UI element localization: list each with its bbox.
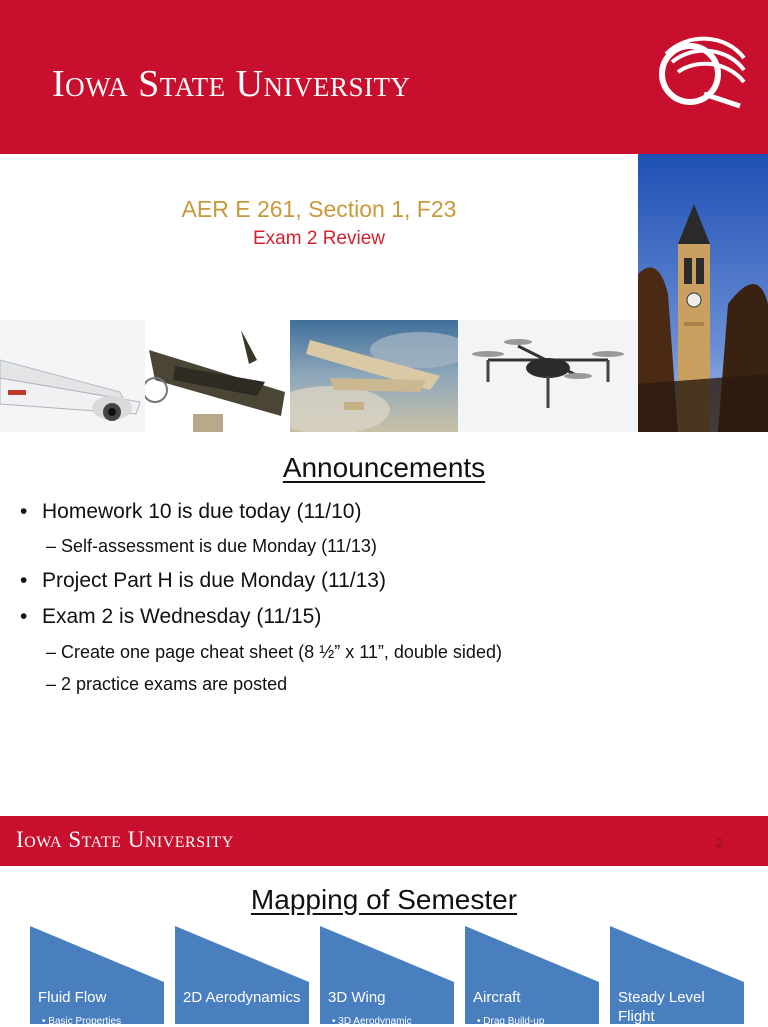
glider-photo bbox=[290, 320, 458, 432]
bullet-text: Exam 2 is Wednesday (11/15) bbox=[42, 605, 322, 628]
mapping-heading: Mapping of Semester bbox=[250, 884, 518, 915]
chevron-aircraft bbox=[465, 926, 599, 1027]
bullet-item bbox=[20, 605, 321, 629]
chevron-label: 3D Wing bbox=[328, 989, 386, 1006]
sub-bullet-item: – Self-assessment is due Monday (11/13) bbox=[46, 536, 377, 556]
flying-wing-photo bbox=[145, 320, 290, 432]
bullet-text: Project Part H is due Monday (11/13) bbox=[42, 569, 386, 592]
bullet-dot: • bbox=[20, 569, 28, 592]
sub-bullet-item: – Create one page cheat sheet (8 ½” x 11”, double sided) bbox=[46, 642, 502, 662]
bullet-item bbox=[20, 500, 361, 524]
university-logo-icon bbox=[648, 28, 748, 114]
chevron-3d-wing bbox=[320, 926, 454, 1027]
bullet-text: Homework 10 is due today (11/10) bbox=[42, 500, 362, 523]
quadcopter-photo bbox=[458, 320, 638, 432]
bullet-item bbox=[20, 569, 386, 593]
chevron-steady-level-flight bbox=[610, 926, 744, 1024]
bullet-dot: • bbox=[20, 500, 28, 523]
chevron-label: 2D Aerodynamics bbox=[183, 989, 301, 1006]
chevron-2d-aerodynamics bbox=[175, 926, 309, 1024]
chevron-sub: • Basic Properties bbox=[42, 1016, 122, 1027]
bullet-dot: • bbox=[20, 605, 28, 628]
uav-photo bbox=[0, 320, 145, 432]
page-number: 2 bbox=[716, 836, 723, 850]
chevron-sub: • 3D Aerodynamic bbox=[332, 1016, 412, 1027]
university-wordmark: Iowa State University bbox=[52, 63, 411, 105]
announcements-heading: Announcements bbox=[282, 452, 486, 483]
course-subtitle: Exam 2 Review bbox=[253, 228, 385, 249]
chevron-label: Fluid Flow bbox=[38, 989, 107, 1006]
chevron-sub: • Drag Build-up bbox=[477, 1016, 545, 1027]
chevron-label: Steady Level Flight bbox=[618, 989, 705, 1025]
university-wordmark-footer: Iowa State University bbox=[16, 827, 234, 852]
campanile-photo bbox=[638, 154, 768, 432]
sub-bullet-item: – 2 practice exams are posted bbox=[46, 674, 288, 694]
chevron-fluid-flow bbox=[30, 926, 164, 1027]
semester-chevron-row bbox=[0, 926, 768, 1027]
course-title: AER E 261, Section 1, F23 bbox=[181, 196, 457, 222]
chevron-label: Aircraft bbox=[473, 989, 521, 1006]
